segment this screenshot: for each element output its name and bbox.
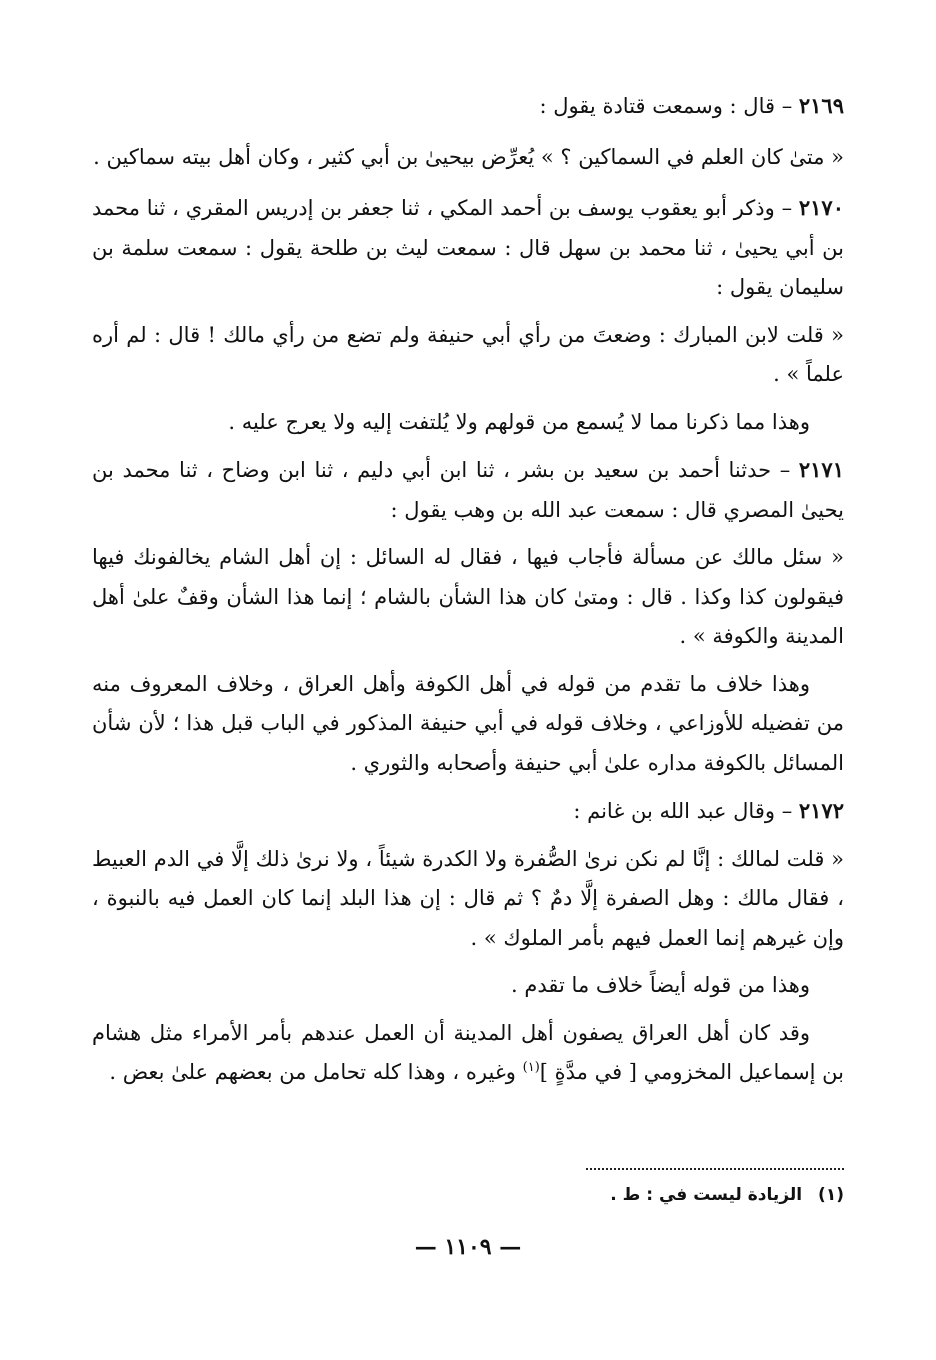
footnote-reference: (١) bbox=[522, 1060, 540, 1075]
entry-2171: ٢١٧١ – حدثنا أحمد بن سعيد بن بشر ، ثنا ابن أبي دليم ، ثنا ابن وضاح ، ثنا محمد بن يحيىٰ المصري قال : سمعت عبد الله بن وهب يقول : bbox=[92, 457, 844, 522]
footnote-marker: (١) bbox=[818, 1185, 844, 1205]
footnote-text: الزيادة ليست في : ط . bbox=[610, 1185, 803, 1205]
footnote-separator bbox=[586, 1168, 844, 1170]
quote-2169: « متىٰ كان العلم في السماكين ؟ » يُعرِّض بيحيىٰ بن أبي كثير ، وكان أهل بيته سماكين . bbox=[93, 144, 844, 169]
entry-2170: ٢١٧٠ – وذكر أبو يعقوب يوسف بن أحمد المكي ، ثنا جعفر بن إدريس المقري ، ثنا محمد بن أبي يحيىٰ ، ثنا محمد بن سهل قال : سمعت ليث بن طلحة يقول : سمعت سلمة بن سليمان يقول : bbox=[92, 195, 844, 299]
entry-text: وذكر أبو يعقوب يوسف بن أحمد المكي ، ثنا جعفر بن إدريس المقري ، ثنا محمد بن أبي يحيىٰ ، ثنا محمد بن سهل قال : سمعت ليث بن طلحة يقول : سمعت سلمة بن سليمان يقول : bbox=[92, 196, 844, 299]
closing-paragraph: وقد كان أهل العراق يصفون أهل المدينة أن العمل عندهم بأمر الأمراء مثل هشام بن إسماعيل المخزومي [ في مدَّةٍ ]$^{(١)}$ وغيره ، وهذا كله تحامل من بعضهم علىٰ بعض . bbox=[92, 1020, 844, 1084]
comment-2171: وهذا خلاف ما تقدم من قوله في أهل الكوفة وأهل العراق ، وخلاف المعروف منه من تفضيله للأوزاعي ، وخلاف قوله في أبي حنيفة المذكور في الباب قبل هذا ؛ لأن شأن المسائل بالكوفة مداره علىٰ أبي حنيفة وأصحابه والثوري . bbox=[92, 671, 844, 775]
comment-2170: وهذا مما ذكرنا مما لا يُسمع من قولهم ولا يُلتفت إليه ولا يعرج عليه . bbox=[228, 409, 810, 434]
entry-2172: ٢١٧٢ – وقال عبد الله بن غانم : bbox=[573, 798, 844, 823]
entry-text: قال : وسمعت قتادة يقول : bbox=[539, 94, 776, 118]
entry-number: ٢١٦٩ bbox=[798, 93, 844, 118]
page-number: — ١١٠٩ — bbox=[414, 1234, 522, 1260]
comment-2172: وهذا من قوله أيضاً خلاف ما تقدم . bbox=[511, 973, 810, 997]
quote-2170: « قلت لابن المبارك : وضعتَ من رأي أبي حنيفة ولم تضع من رأي مالك ! قال : لم أره علماً » . bbox=[92, 322, 844, 386]
body-text bbox=[92, 86, 844, 1101]
entry-2169: ٢١٦٩ – قال : وسمعت قتادة يقول : bbox=[539, 93, 844, 118]
entry-text: وقال عبد الله بن غانم : bbox=[573, 799, 776, 823]
entry-number: ٢١٧١ bbox=[798, 457, 844, 482]
entry-number: ٢١٧٠ bbox=[798, 195, 844, 220]
entry-text: حدثنا أحمد بن سعيد بن بشر ، ثنا ابن أبي دليم ، ثنا ابن وضاح ، ثنا محمد بن يحيىٰ المصري قال : سمعت عبد الله بن وهب يقول : bbox=[92, 458, 844, 522]
footnote bbox=[92, 1180, 844, 1210]
quote-2171: « سئل مالك عن مسألة فأجاب فيها ، فقال له السائل : إن أهل الشام يخالفونك فيها فيقولون كذا وكذا . قال : ومتىٰ كان هذا الشأن بالشام ؛ إنما هذا الشأن وقفٌ علىٰ أهل المدينة والكوفة » . bbox=[92, 545, 844, 648]
quote-2172: « قلت لمالك : إنَّا لم نكن نرىٰ الصُّفرة ولا الكدرة شيئاً ، ولا نرىٰ ذلك إلَّا في الدم العبيط ، فقال مالك : وهل الصفرة إلَّا دمٌ ؟ ثم قال : إن هذا البلد إنما كان العمل فيه بالنبوة ، وإن غيرهم إنما العمل فيهم بأمر الملوك » . bbox=[92, 846, 844, 950]
entry-number: ٢١٧٢ bbox=[798, 798, 844, 823]
